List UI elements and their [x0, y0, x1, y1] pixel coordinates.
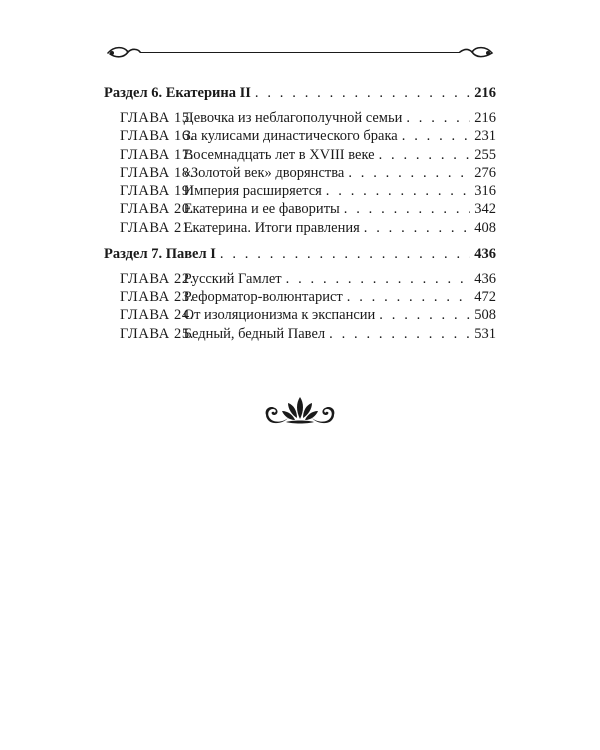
toc-chapter-20[interactable] [104, 201, 496, 218]
toc-chapter-15[interactable] [104, 110, 496, 127]
chapter-page-number: 436 [474, 270, 496, 287]
chapter-name: Восемнадцать лет в XVIII веке [183, 146, 375, 163]
fleuron-ornament-icon [262, 393, 338, 429]
toc-chapter-22[interactable] [104, 271, 496, 288]
toc-chapter-24[interactable] [104, 307, 496, 324]
toc-chapter-16[interactable] [104, 128, 496, 145]
chapter-title [120, 110, 402, 127]
section-title: Раздел 7. Павел I [104, 245, 216, 262]
toc-chapter-21[interactable] [104, 220, 496, 237]
chapter-name: «Золотой век» дворянства [183, 164, 345, 181]
chapter-page-number: 216 [474, 110, 496, 126]
dot-leader [326, 183, 470, 200]
toc-chapter-19[interactable] [104, 183, 496, 200]
chapter-name: Реформатор-волюнтарист [183, 289, 343, 306]
dot-leader [220, 246, 470, 263]
chapter-name: Девочка из неблагополучной семьи [183, 110, 403, 126]
chapter-label: ГЛАВА 24. [120, 307, 194, 324]
dot-leader [347, 289, 470, 306]
chapter-name: Русский Гамлет [183, 270, 282, 287]
chapter-page-number: 276 [474, 164, 496, 181]
chapter-label: ГЛАВА 16. [120, 128, 194, 145]
chapter-title [120, 165, 344, 182]
chapter-title [120, 183, 322, 200]
chapter-title [120, 271, 282, 288]
chapter-title [120, 289, 343, 306]
chapter-page-number: 316 [474, 183, 496, 200]
chapter-title [120, 326, 325, 343]
section-page-number: 216 [474, 85, 496, 101]
chapter-title [120, 147, 375, 164]
chapter-label: ГЛАВА 25. [120, 325, 194, 342]
dot-leader [348, 165, 470, 182]
chapter-label: ГЛАВА 23. [120, 289, 194, 306]
dot-leader [255, 85, 470, 102]
toc-section-6[interactable] [104, 85, 496, 102]
chapter-title [120, 128, 398, 145]
toc-chapter-25[interactable] [104, 326, 496, 343]
chapter-page-number: 472 [474, 289, 496, 306]
dot-leader [406, 110, 470, 127]
table-of-contents [104, 85, 496, 344]
chapter-label: ГЛАВА 21. [120, 219, 194, 236]
chapter-label: ГЛАВА 20. [120, 201, 194, 218]
chapter-page-number: 231 [474, 128, 496, 145]
chapter-page-number: 408 [474, 219, 496, 236]
chapter-label: ГЛАВА 18. [120, 164, 194, 181]
chapter-title [120, 307, 375, 324]
chapter-label: ГЛАВА 19. [120, 183, 194, 200]
chapter-title [120, 220, 360, 237]
dot-leader [364, 220, 470, 237]
toc-section-7[interactable] [104, 246, 496, 263]
dot-leader [379, 307, 470, 324]
chapter-page-number: 508 [474, 307, 496, 324]
toc-chapter-17[interactable] [104, 147, 496, 164]
dot-leader [379, 147, 471, 164]
chapter-page-number: 342 [474, 201, 496, 218]
header-ornament-rule [100, 40, 500, 64]
dot-leader [286, 271, 471, 288]
chapter-title [120, 201, 340, 218]
chapter-page-number: 531 [474, 325, 496, 342]
chapter-name: Империя расширяется [183, 183, 322, 200]
chapter-page-number: 255 [474, 146, 496, 163]
dot-leader [329, 326, 470, 343]
chapter-label: ГЛАВА 15. [120, 110, 194, 126]
chapter-name: От изоляционизма к экспансии [183, 307, 376, 324]
chapter-label: ГЛАВА 22. [120, 270, 194, 287]
section-page-number: 436 [474, 245, 496, 262]
section-title: Раздел 6. Екатерина II [104, 85, 251, 101]
dot-leader [344, 201, 470, 218]
chapter-name: Бедный, бедный Павел [183, 325, 326, 342]
toc-chapter-23[interactable] [104, 289, 496, 306]
toc-chapter-18[interactable] [104, 165, 496, 182]
chapter-label: ГЛАВА 17. [120, 146, 194, 163]
chapter-name: За кулисами династического брака [183, 128, 398, 145]
chapter-name: Екатерина. Итоги правления [183, 219, 360, 236]
dot-leader [402, 128, 471, 145]
chapter-name: Екатерина и ее фавориты [183, 201, 340, 218]
